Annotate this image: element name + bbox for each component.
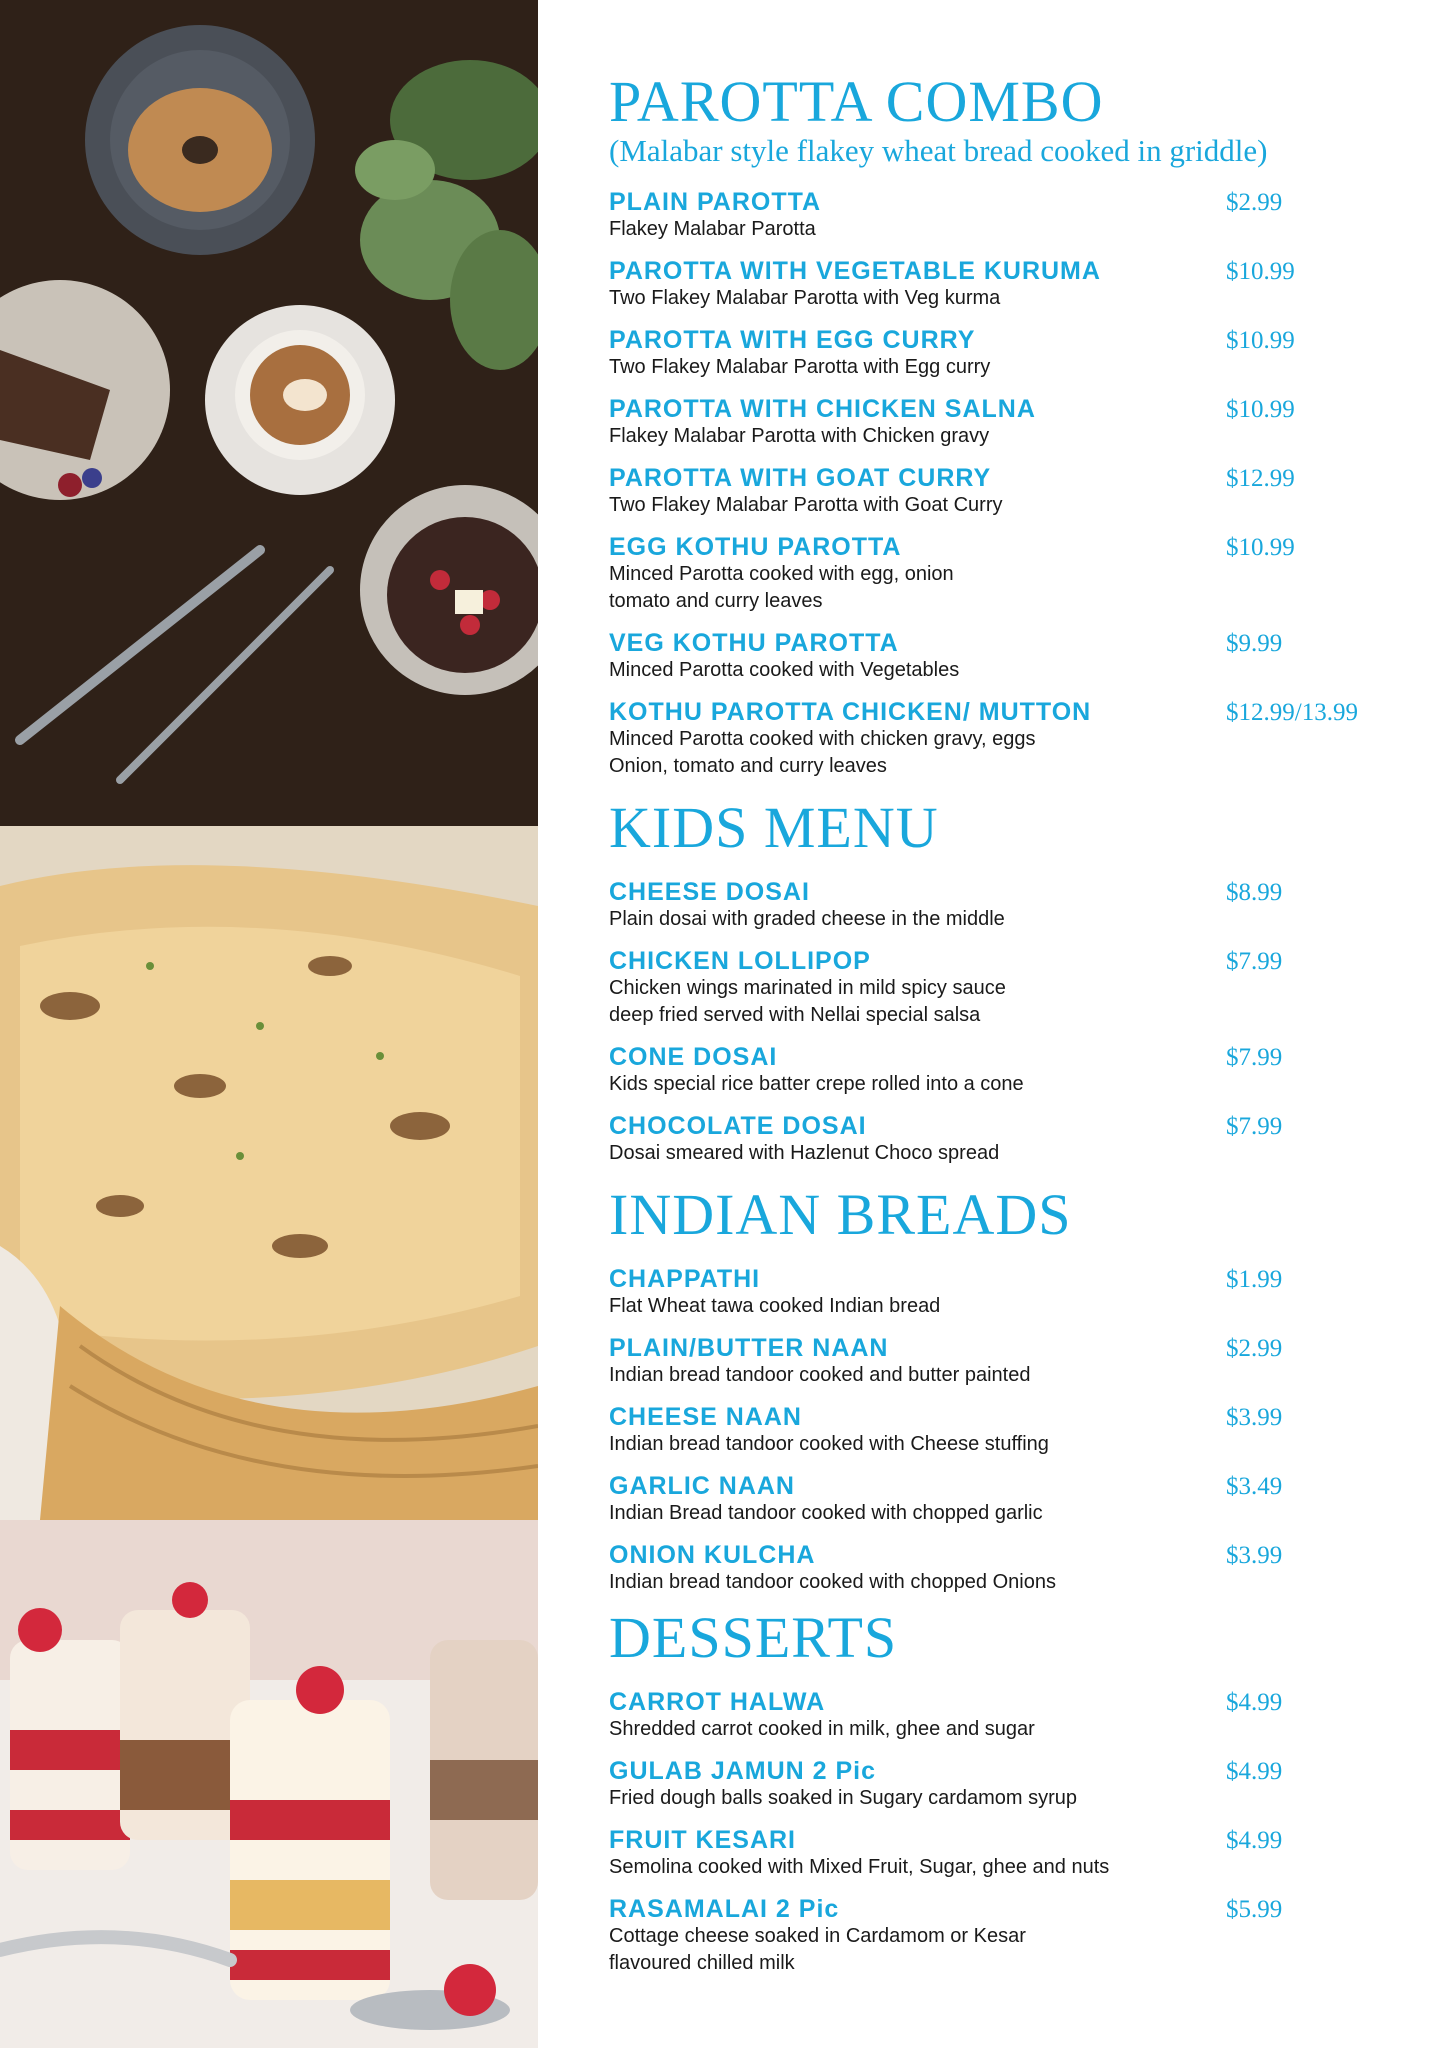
dessert-cup <box>10 1608 130 1870</box>
menu-item <box>609 698 1409 780</box>
section-title: DESSERTS <box>609 1605 898 1670</box>
item-description: Two Flakey Malabar Parotta with Goat Curry <box>609 494 1003 516</box>
item-description: Flakey Malabar Parotta with Chicken gravy <box>609 425 990 447</box>
menu-item <box>609 1688 1409 1743</box>
item-description: Indian Bread tandoor cooked with chopped garlic <box>609 1502 1043 1524</box>
item-name: PAROTTA WITH EGG CURRY <box>609 326 976 354</box>
item-description: Indian bread tandoor cooked with Cheese stuffing <box>609 1433 1049 1455</box>
item-price: $5.99 <box>1226 1896 1283 1923</box>
item-name: GARLIC NAAN <box>609 1472 795 1500</box>
menu-item <box>609 1541 1409 1596</box>
item-description: Onion, tomato and curry leaves <box>609 755 887 777</box>
item-price: $7.99 <box>1226 948 1283 975</box>
item-price: $2.99 <box>1226 189 1283 216</box>
section-title: INDIAN BREADS <box>609 1182 1072 1247</box>
bagel-plate <box>85 25 315 255</box>
item-description: deep fried served with Nellai special salsa <box>609 1004 981 1026</box>
item-description: Minced Parotta cooked with egg, onion <box>609 563 954 585</box>
menu-item <box>609 1826 1409 1881</box>
item-description: Dosai smeared with Hazlenut Choco spread <box>609 1142 1000 1164</box>
item-price: $8.99 <box>1226 879 1283 906</box>
section-title: KIDS MENU <box>609 795 939 860</box>
menu-item <box>609 1265 1409 1320</box>
item-name: CHEESE DOSAI <box>609 878 810 906</box>
item-price: $12.99 <box>1226 465 1295 492</box>
section-title: PAROTTA COMBO <box>609 69 1104 134</box>
item-price: $9.99 <box>1226 630 1283 657</box>
item-description: Indian bread tandoor cooked and butter painted <box>609 1364 1031 1386</box>
item-description: Minced Parotta cooked with chicken gravy, eggs <box>609 728 1036 750</box>
menu-item <box>609 1895 1409 1977</box>
item-name: PLAIN/BUTTER NAAN <box>609 1334 889 1362</box>
menu-item <box>609 947 1409 1029</box>
menu-item <box>609 533 1409 615</box>
menu-item <box>609 326 1409 381</box>
menu-item <box>609 878 1409 933</box>
item-price: $3.99 <box>1226 1542 1283 1569</box>
item-description: Shredded carrot cooked in milk, ghee and sugar <box>609 1718 1035 1740</box>
item-name: PLAIN PAROTTA <box>609 188 822 216</box>
item-name: RASAMALAI 2 Pic <box>609 1895 840 1923</box>
item-price: $12.99/13.99 <box>1226 699 1358 726</box>
item-description: Fried dough balls soaked in Sugary cardamom syrup <box>609 1787 1078 1809</box>
cafe-table-photo <box>0 0 538 826</box>
item-name: ONION KULCHA <box>609 1541 816 1569</box>
item-description: Two Flakey Malabar Parotta with Egg curry <box>609 356 991 378</box>
item-name: PAROTTA WITH VEGETABLE KURUMA <box>609 257 1101 285</box>
item-description: Chicken wings marinated in mild spicy sauce <box>609 977 1006 999</box>
menu-item <box>609 188 1409 243</box>
photo-column <box>0 0 538 2048</box>
item-name: PAROTTA WITH CHICKEN SALNA <box>609 395 1036 423</box>
item-price: $10.99 <box>1226 396 1295 423</box>
section-kids-menu <box>609 796 1409 1181</box>
item-price: $10.99 <box>1226 534 1295 561</box>
menu-item <box>609 1334 1409 1389</box>
item-price: $4.99 <box>1226 1827 1283 1854</box>
item-description: Flakey Malabar Parotta <box>609 218 816 240</box>
item-list <box>609 1265 1409 1596</box>
item-name: CHEESE NAAN <box>609 1403 802 1431</box>
section-parotta-combo <box>609 70 1409 794</box>
item-name: CONE DOSAI <box>609 1043 778 1071</box>
dessert-cups-photo <box>0 1520 538 2048</box>
item-price: $3.49 <box>1226 1473 1283 1500</box>
section-indian-breads <box>609 1183 1409 1610</box>
item-name: KOTHU PAROTTA CHICKEN/ MUTTON <box>609 698 1092 726</box>
item-description: Semolina cooked with Mixed Fruit, Sugar, ghee and nuts <box>609 1856 1110 1878</box>
item-name: GULAB JAMUN 2 Pic <box>609 1757 877 1785</box>
item-list <box>609 1688 1409 1977</box>
item-name: CARROT HALWA <box>609 1688 826 1716</box>
menu-item <box>609 1043 1409 1098</box>
item-price: $7.99 <box>1226 1044 1283 1071</box>
section-subtitle: (Malabar style flakey wheat bread cooked in griddle) <box>609 133 1268 168</box>
menu-item <box>609 395 1409 450</box>
item-price: $7.99 <box>1226 1113 1283 1140</box>
item-name: FRUIT KESARI <box>609 1826 796 1854</box>
menu-item <box>609 629 1409 684</box>
item-name: PAROTTA WITH GOAT CURRY <box>609 464 992 492</box>
menu-item <box>609 257 1409 312</box>
item-name: VEG KOTHU PAROTTA <box>609 629 899 657</box>
menu-item <box>609 464 1409 519</box>
latte-cup <box>205 305 395 495</box>
item-list <box>609 878 1409 1167</box>
item-price: $4.99 <box>1226 1758 1283 1785</box>
item-price: $4.99 <box>1226 1689 1283 1716</box>
item-description: Plain dosai with graded cheese in the middle <box>609 908 1005 930</box>
section-desserts <box>609 1606 1409 1991</box>
item-description: Kids special rice batter crepe rolled into a cone <box>609 1073 1024 1095</box>
item-list <box>609 188 1409 780</box>
item-description: flavoured chilled milk <box>609 1952 795 1974</box>
menu-item <box>609 1472 1409 1527</box>
item-name: EGG KOTHU PAROTTA <box>609 533 902 561</box>
dessert-cup <box>430 1640 538 1900</box>
menu-item <box>609 1757 1409 1812</box>
item-price: $10.99 <box>1226 258 1295 285</box>
item-description: Cottage cheese soaked in Cardamom or Kesar <box>609 1925 1026 1947</box>
item-price: $10.99 <box>1226 327 1295 354</box>
item-price: $3.99 <box>1226 1404 1283 1431</box>
item-price: $2.99 <box>1226 1335 1283 1362</box>
item-name: CHICKEN LOLLIPOP <box>609 947 871 975</box>
menu-item <box>609 1403 1409 1458</box>
item-description: Minced Parotta cooked with Vegetables <box>609 659 960 681</box>
item-description: tomato and curry leaves <box>609 590 823 612</box>
item-name: CHOCOLATE DOSAI <box>609 1112 867 1140</box>
item-name: CHAPPATHI <box>609 1265 761 1293</box>
item-description: Flat Wheat tawa cooked Indian bread <box>609 1295 941 1317</box>
item-description: Two Flakey Malabar Parotta with Veg kurma <box>609 287 1001 309</box>
item-price: $1.99 <box>1226 1266 1283 1293</box>
dessert-cup <box>230 1666 390 2000</box>
menu-item <box>609 1112 1409 1167</box>
item-description: Indian bread tandoor cooked with chopped Onions <box>609 1571 1056 1593</box>
parotta-naan-photo <box>0 826 538 1520</box>
